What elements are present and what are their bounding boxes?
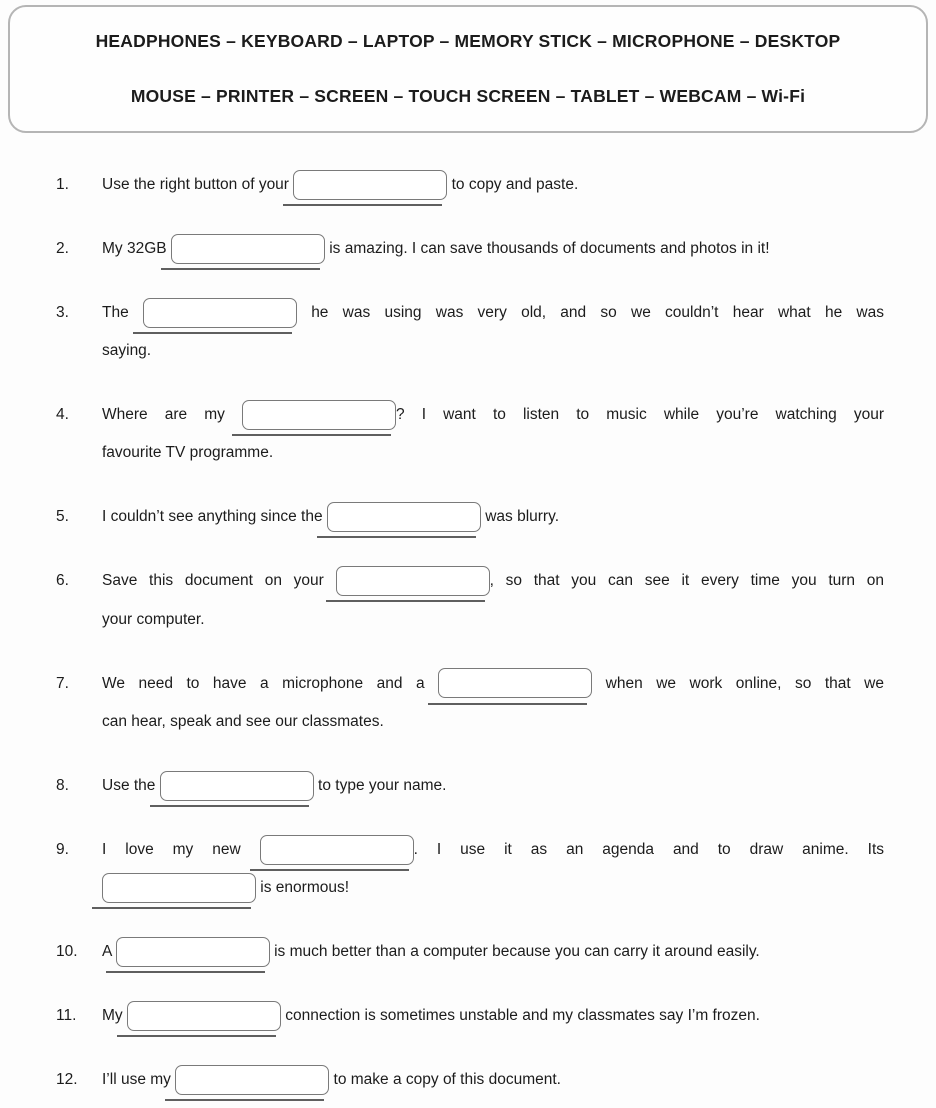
answer-blank xyxy=(260,831,414,869)
answer-blank xyxy=(116,933,270,971)
answer-blank xyxy=(175,1061,329,1099)
answer-blank xyxy=(242,396,396,434)
item-number: 7. xyxy=(56,674,69,692)
answer-blank xyxy=(160,767,314,805)
list-item xyxy=(56,1061,884,1099)
item-number: 4. xyxy=(56,406,69,424)
sentence-text: I love my new xyxy=(102,840,260,858)
sentence-text: My xyxy=(102,1007,127,1025)
item-sentence xyxy=(102,933,884,971)
item-sentence xyxy=(102,498,884,536)
item-number: 9. xyxy=(56,840,69,858)
item-sentence xyxy=(102,166,884,204)
answer-blank xyxy=(327,498,481,536)
sentence-text: saying. xyxy=(102,342,152,360)
sentence-text: to make a copy of this document. xyxy=(329,1071,561,1089)
sentence-text: is amazing. I can save thousands of documents and photos in it! xyxy=(324,240,770,258)
item-sentence xyxy=(102,562,884,638)
answer-input-9b[interactable] xyxy=(102,873,256,903)
answer-input-6[interactable] xyxy=(336,566,490,596)
answer-blank xyxy=(293,166,447,204)
answer-input-2[interactable] xyxy=(171,234,325,264)
sentence-text: Use the xyxy=(102,776,160,794)
list-item xyxy=(56,997,884,1035)
list-item xyxy=(56,933,884,971)
answer-input-11[interactable] xyxy=(127,1001,281,1031)
list-item xyxy=(56,294,884,370)
list-item xyxy=(56,498,884,536)
sentence-text: your computer. xyxy=(102,610,205,628)
sentence-text: he was using was very old, and so we couldn’t hear what he was xyxy=(296,304,885,322)
sentence-text: Where are my xyxy=(102,406,242,424)
answer-blank xyxy=(127,997,281,1035)
sentence-text: A xyxy=(102,943,116,961)
item-number: 3. xyxy=(56,304,69,322)
list-item xyxy=(56,665,884,741)
answer-input-8[interactable] xyxy=(160,771,314,801)
item-number: 1. xyxy=(56,176,69,193)
sentence-text: Use the right button of your xyxy=(102,176,294,194)
answer-input-3[interactable] xyxy=(143,298,297,328)
sentence-text: , so that you can see it every time you turn on xyxy=(489,572,884,590)
list-item xyxy=(56,166,884,204)
answer-input-12[interactable] xyxy=(175,1065,329,1095)
item-sentence xyxy=(102,997,884,1035)
answer-input-5[interactable] xyxy=(327,502,481,532)
sentence-text: connection is sometimes unstable and my classmates say I’m frozen. xyxy=(280,1007,760,1025)
list-item xyxy=(56,396,884,472)
sentence-text: . I use it as an agenda and to draw anime. Its xyxy=(413,840,884,858)
sentence-text: Save this document on your xyxy=(102,572,336,590)
answer-input-1[interactable] xyxy=(293,170,447,200)
sentence-text: to type your name. xyxy=(313,776,447,794)
sentence-text: to copy and paste. xyxy=(447,176,579,194)
item-sentence xyxy=(102,294,884,370)
exercise-list xyxy=(8,166,928,1099)
item-sentence xyxy=(102,665,884,741)
list-item xyxy=(56,562,884,638)
answer-blank xyxy=(336,562,490,600)
answer-blank xyxy=(171,230,325,268)
answer-input-4[interactable] xyxy=(242,400,396,430)
item-number: 8. xyxy=(56,776,69,794)
sentence-text: We need to have a microphone and a xyxy=(102,674,439,692)
sentence-text: was blurry. xyxy=(480,508,559,526)
item-number: 10. xyxy=(56,942,78,960)
word-bank-line-2: MOUSE – PRINTER – SCREEN – TOUCH SCREEN – TABLET – WEBCAM – Wi-Fi xyxy=(130,86,806,106)
word-bank-box xyxy=(8,5,928,133)
item-number: 12. xyxy=(56,1071,78,1089)
item-number: 2. xyxy=(56,240,69,258)
item-sentence xyxy=(102,230,884,268)
answer-input-7[interactable] xyxy=(438,668,592,698)
sentence-text: when we work online, so that we xyxy=(592,674,884,692)
sentence-text: I couldn’t see anything since the xyxy=(102,508,327,526)
sentence-text: ? I want to listen to music while you’re watching your xyxy=(396,406,884,424)
item-number: 5. xyxy=(56,508,69,526)
sentence-text: is enormous! xyxy=(256,878,350,896)
item-number: 6. xyxy=(56,572,69,590)
answer-blank xyxy=(143,294,297,332)
answer-input-10[interactable] xyxy=(116,937,270,967)
item-sentence xyxy=(102,1061,884,1099)
word-bank-line-1: HEADPHONES – KEYBOARD – LAPTOP – MEMORY STICK – MICROPHONE – DESKTOP xyxy=(95,31,841,51)
answer-blank xyxy=(438,665,592,703)
sentence-text: can hear, speak and see our classmates. xyxy=(102,712,384,730)
list-item xyxy=(56,230,884,268)
list-item xyxy=(56,767,884,805)
answer-blank xyxy=(102,869,256,907)
item-sentence xyxy=(102,396,884,472)
sentence-text: I’ll use my xyxy=(102,1071,176,1089)
sentence-text: favourite TV programme. xyxy=(102,444,274,462)
sentence-text: The xyxy=(102,304,143,322)
item-number: 11. xyxy=(56,1007,77,1025)
sentence-text: is much better than a computer because you can carry it around easily. xyxy=(269,943,760,961)
answer-input-9a[interactable] xyxy=(260,835,414,865)
sentence-text: My 32GB xyxy=(102,240,171,258)
item-sentence xyxy=(102,767,884,805)
item-sentence xyxy=(102,831,884,907)
list-item xyxy=(56,831,884,907)
